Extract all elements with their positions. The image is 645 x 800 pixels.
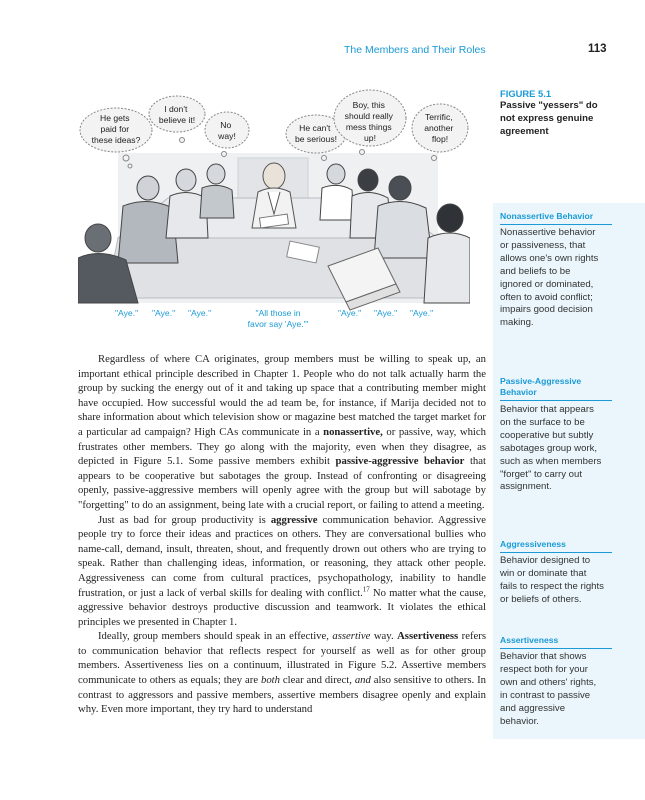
bubble-1-line-3: these ideas? xyxy=(91,135,141,145)
gloss-term-aggressiveness: Aggressiveness xyxy=(500,539,612,553)
bubble-5-line-2: should really xyxy=(344,111,393,121)
term-assertive: assertive xyxy=(332,630,371,643)
aye-4: "Aye." xyxy=(338,308,362,318)
bubble-6-line-2: another xyxy=(424,123,454,133)
bubble-3-line-2: way! xyxy=(218,131,236,141)
footnote-ref-17: 17 xyxy=(362,584,370,593)
gloss-term-assertiveness: Assertiveness xyxy=(500,635,612,649)
running-title: The Members and Their Roles xyxy=(344,44,486,56)
meeting-cartoon xyxy=(78,88,470,340)
gloss-term-passive-aggressive: Passive-Aggressive Behavior xyxy=(500,376,612,401)
bubble-3-line-1: No xyxy=(220,120,232,130)
term-aggressive: aggressive xyxy=(270,513,318,526)
bubble-1-line-1: He gets xyxy=(99,113,130,123)
bubble-2-line-2: believe it! xyxy=(158,115,196,125)
paragraph-1: Regardless of where CA originates, group members must be willing to speak up, an important ethical principle described in Chapter 1. People who do not talk actually harm the group by sucking the energy out of it and taking up space that a contributing member might have occupied. How successful would the ad team be, for instance, if Marija decided not to share information about which television show or magazine best matched the target market for a particular ad campaign? High CAs communicate in a nonassertive, or passive, way, which frustrates other members. They go along with the majority, even when they disagree, as depicted in Figure 5.1. Some passive members exhibit passive-aggressive behavior that appears to be cooperative but sabotages the group. Instead of confronting or disagreeing openly, passive-aggressive members will openly agree with the group but will sabotage by "forgetting" to do an assignment, being late with a crucial report, or failing to attend a meeting. xyxy=(78,353,486,511)
bubble-5-line-3: mess things xyxy=(345,122,392,132)
bubble-6-line-3: flop! xyxy=(431,134,449,144)
aye-5: "Aye." xyxy=(374,308,398,318)
figure-label: FIGURE 5.1 xyxy=(500,88,552,99)
svg-text:He can't be serious! xyxy=(295,123,337,144)
figure-caption: Passive "yessers" do not express genuine agreement xyxy=(500,100,598,137)
term-passive-aggressive: passive-aggressive behavior xyxy=(335,455,465,468)
bubble-4-line-2: be serious! xyxy=(294,134,338,144)
aye-3: "Aye." xyxy=(188,308,212,318)
paragraph-3: Ideally, group members should speak in an effective, assertive way. Assertiveness refers to communication behavior that reflects respect for yourself as well as for other group members. Assertiveness lies on a continuum, illustrated in Figure 5.2. Assertive members communicate to others as equals; they are both clear and direct, and also sensitive to others. In contrast to aggressors and passive members, assertive members disagree openly and explain why. Even more important, they try hard to understand xyxy=(78,630,486,716)
aye-6: "Aye." xyxy=(410,308,434,318)
aye-1: "Aye." xyxy=(115,308,139,318)
chair-quote xyxy=(238,308,318,330)
gloss-def-passive-aggressive: Behavior that appears on the surface to be cooperative but subtly sabotages group work, such as when members "forget" to carry out assignment. xyxy=(500,404,602,493)
chair-quote-line-2: favor say 'Aye.'" xyxy=(247,319,309,329)
chair-quote-line-1: "All those in xyxy=(255,308,301,318)
gloss-def-nonassertive: Nonassertive behavior or passiveness, that allows one's own rights and beliefs to be ignored or dominated, often to avoid conflict; impairs good decision making. xyxy=(500,227,599,329)
bubble-5-line-4: up! xyxy=(364,133,376,143)
gloss-term-nonassertive: Nonassertive Behavior xyxy=(500,211,612,225)
gloss-def-assertiveness: Behavior that shows respect both for your own and others' rights, in contrast to passive and aggressive behavior. xyxy=(500,651,597,727)
bubble-5-line-1: Boy, this xyxy=(352,100,385,110)
gloss-def-aggressiveness: Behavior designed to win or dominate that fails to respect the rights or beliefs of others. xyxy=(500,555,604,605)
body-text xyxy=(78,352,486,717)
term-nonassertive: nonassertive, xyxy=(323,425,383,438)
bubble-2-line-1: I don't xyxy=(164,104,188,114)
bubble-6-line-1: Terrific, xyxy=(424,112,453,122)
paragraph-2: Just as bad for group productivity is aggressive communication behavior. Aggressive people try to force their ideas and practices on others. They are conversational bullies who name-call, demand, insult, threaten, shout, and frequently drown out others who are trying to speak. Rather than challenging ideas, information, or reasoning, they attack other people. Aggressiveness can come from cultural practices, psychopathology, inability to handle frustration, or just a lack of verbal skills for dealing with conflict.$^{17}$ No matter what the cause, aggressive behavior destroys productive discussion and teamwork. It violates the ethical principles we presented in Chapter 1. xyxy=(78,513,486,628)
page-number: 113 xyxy=(588,43,607,55)
bubble-1-line-2: paid for xyxy=(100,124,130,134)
bubble-4-line-1: He can't xyxy=(299,123,331,133)
svg-text:I don't believe it! xyxy=(159,104,195,125)
aye-2: "Aye." xyxy=(152,308,176,318)
term-assertiveness: Assertiveness xyxy=(397,630,459,643)
svg-text:No way! xyxy=(217,120,236,141)
